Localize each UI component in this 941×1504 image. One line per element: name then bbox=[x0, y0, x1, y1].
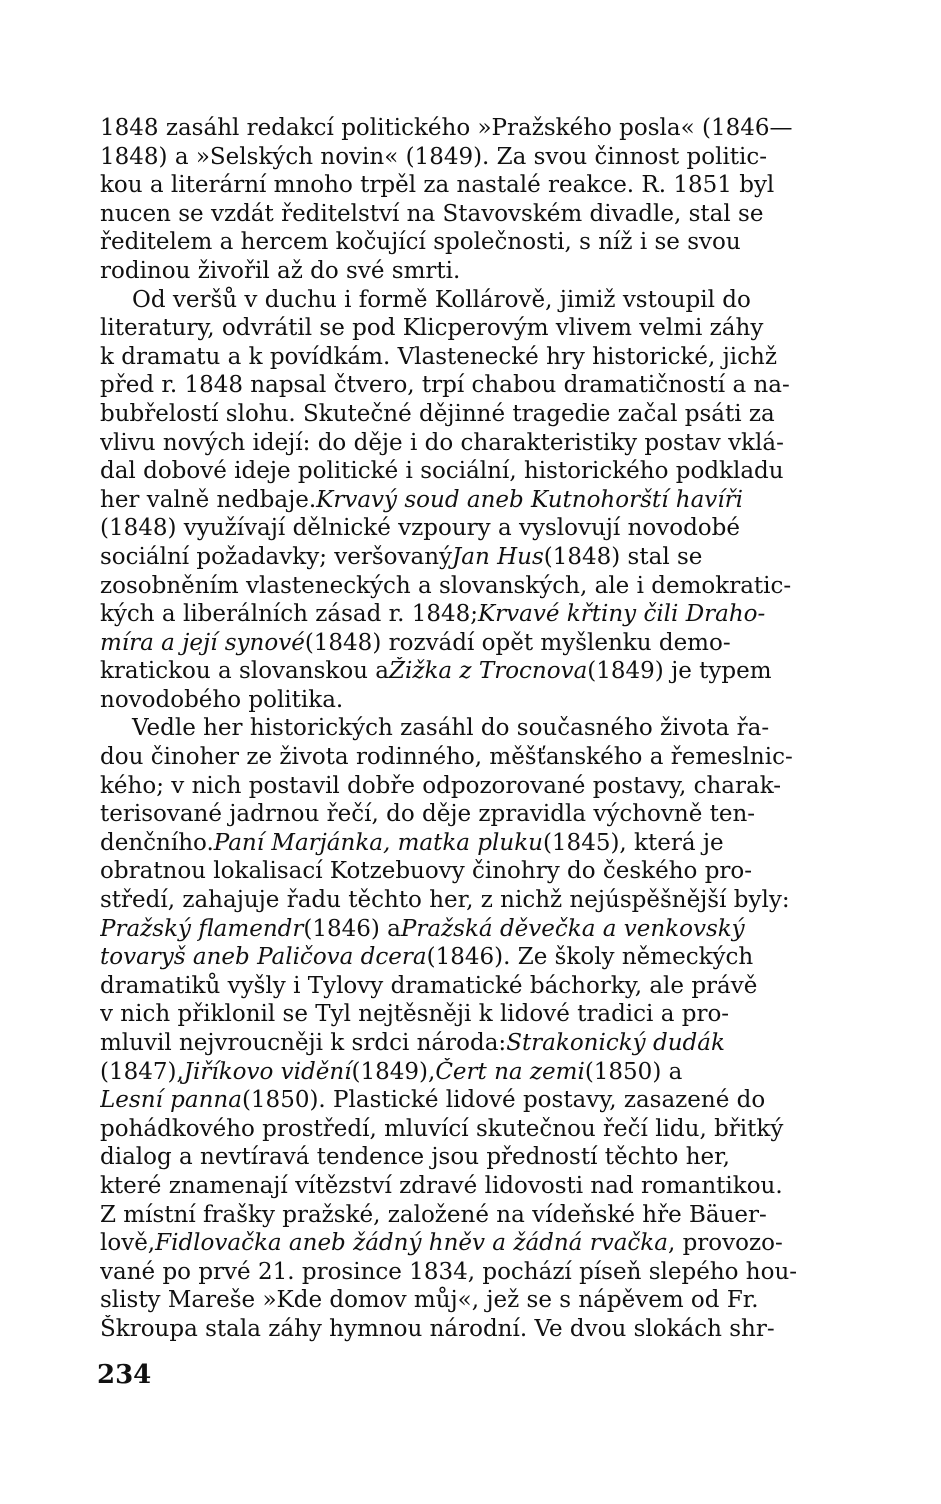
line-18-part-1: kých a liberálních zásad r. 1848; bbox=[100, 601, 478, 628]
text-line-30 bbox=[100, 943, 845, 972]
text-line-13 bbox=[100, 457, 845, 486]
line-20-part-3: (1849) je typem bbox=[587, 658, 772, 685]
line-26-part-1: denčního. bbox=[100, 829, 214, 856]
text-line-32 bbox=[100, 1000, 845, 1029]
line-16-part-3: (1848) stal se bbox=[543, 543, 703, 570]
line-16-italic-1: Jan Hus bbox=[452, 543, 544, 570]
line-30-italic-1: tovaryš aneb Paličova dcera bbox=[100, 944, 427, 971]
text-line-27 bbox=[100, 857, 845, 886]
text-line-42 bbox=[100, 1286, 845, 1315]
line-14-part-1: her valně nedbaje. bbox=[100, 486, 317, 513]
line-16-part-1: sociální požadavky; veršovaný bbox=[100, 543, 453, 570]
text-line-5 bbox=[100, 228, 845, 257]
text-line-37 bbox=[100, 1143, 845, 1172]
text-line-38 bbox=[100, 1172, 845, 1201]
text-line-41 bbox=[100, 1258, 845, 1287]
text-line-39 bbox=[100, 1201, 845, 1230]
line-29-italic-2: Pražská děvečka a venkovský bbox=[400, 915, 745, 942]
line-27-part-1: obratnou lokalisací Kotzebuovy činohry do českého pro- bbox=[100, 858, 753, 885]
line-1-part-1: 1848 zasáhl redakcí politického »Pražského posla« (1846— bbox=[100, 115, 793, 141]
text-line-35 bbox=[100, 1086, 845, 1115]
text-line-21 bbox=[100, 686, 845, 715]
text-line-7 bbox=[100, 286, 845, 315]
line-33-italic-1: Strakonický dudák bbox=[506, 1030, 725, 1056]
line-34-italic-1: Jiříkovo vidění bbox=[183, 1058, 352, 1085]
line-38-part-1: které znamenají vítězství zdravé lidovosti nad romantikou. bbox=[100, 1172, 783, 1199]
text-line-17 bbox=[100, 572, 845, 601]
line-34-part-5: (1850) a bbox=[584, 1058, 683, 1085]
line-29-italic-1: Pražský flamendr bbox=[100, 915, 304, 942]
line-24-part-1: kého; v nich postavil dobře odpozorované postavy, charak- bbox=[100, 772, 781, 799]
text-line-8 bbox=[100, 314, 845, 343]
line-4-part-1: nucen se vzdát ředitelství na Stavovském divadle, stal se bbox=[100, 200, 764, 227]
text-line-4 bbox=[100, 200, 845, 229]
text-line-22 bbox=[100, 714, 845, 743]
line-39-part-1: Z místní frašky pražské, založené na vídeňské hře Bäuer- bbox=[100, 1201, 767, 1228]
line-20-part-1: kratickou a slovanskou a bbox=[100, 658, 390, 685]
line-26-part-3: (1845), která je bbox=[542, 829, 724, 856]
line-34-part-1: (1847), bbox=[100, 1058, 184, 1085]
text-line-10 bbox=[100, 371, 845, 400]
line-2-part-1: 1848) a »Selských novin« (1849). Za svou činnost politic- bbox=[100, 143, 768, 170]
line-19-part-2: (1848) rozvádí opět myšlenku demo- bbox=[304, 629, 731, 656]
line-33-part-1: mluvil nejvroucněji k srdci národa: bbox=[100, 1030, 507, 1056]
line-32-part-1: v nich přiklonil se Tyl nejtěsněji k lidové tradici a pro- bbox=[100, 1001, 730, 1028]
text-line-20 bbox=[100, 657, 845, 686]
line-19-italic-1: míra a její synové bbox=[100, 629, 305, 656]
line-31-part-1: dramatiků vyšly i Tylovy dramatické báchorky, ale právě bbox=[100, 972, 758, 999]
text-line-23 bbox=[100, 743, 845, 772]
line-41-part-1: vané po prvé 21. prosince 1834, pochází píseň slepého hou- bbox=[100, 1258, 798, 1285]
line-11-part-1: bubřelostí slohu. Skutečné dějinné tragedie začal psáti za bbox=[100, 400, 775, 427]
line-12-part-1: vlivu nových idejí: do děje i do charakteristiky postav vklá- bbox=[100, 429, 784, 456]
line-8-part-1: literatury, odvrátil se pod Klicperovým vlivem velmi záhy bbox=[100, 315, 764, 342]
text-line-29 bbox=[100, 915, 845, 944]
text-line-34 bbox=[100, 1058, 845, 1087]
line-34-part-3: (1849), bbox=[351, 1058, 436, 1085]
line-5-part-1: ředitelem a hercem kočující společnosti, s níž i se svou bbox=[100, 229, 741, 256]
line-29-part-2: (1846) a bbox=[303, 915, 401, 942]
line-9-part-1: k dramatu a k povídkám. Vlastenecké hry historické, jichž bbox=[100, 343, 777, 370]
page-number: 234 bbox=[97, 1360, 152, 1390]
line-40-part-3: , provozo- bbox=[667, 1230, 783, 1257]
text-line-24 bbox=[100, 772, 845, 801]
text-line-12 bbox=[100, 429, 845, 458]
text-line-26 bbox=[100, 829, 845, 858]
text-line-28 bbox=[100, 886, 845, 915]
line-23-part-1: dou činoher ze života rodinného, měšťanského a řemeslnic- bbox=[100, 744, 793, 771]
text-line-9 bbox=[100, 343, 845, 372]
line-15-part-1: (1848) využívají dělnické vzpoury a vyslovují novodobé bbox=[100, 515, 740, 542]
line-34-italic-2: Čert na zemi bbox=[435, 1058, 585, 1085]
line-21-part-1: novodobého politika. bbox=[100, 686, 344, 713]
text-line-6 bbox=[100, 257, 845, 286]
line-40-italic-1: Fidlovačka aneb žádný hněv a žádná rvačka bbox=[155, 1230, 668, 1257]
line-28-part-1: středí, zahajuje řadu těchto her, z nichž nejúspěšnější byly: bbox=[100, 887, 790, 914]
line-22-part-1: Vedle her historických zasáhl do současného života řa- bbox=[132, 715, 770, 742]
text-line-16 bbox=[100, 543, 845, 572]
line-43-part-1: Škroupa stala záhy hymnou národní. Ve dvou slokách shr- bbox=[100, 1315, 775, 1342]
line-3-part-1: kou a literární mnoho trpěl za nastalé reakce. R. 1851 byl bbox=[100, 172, 775, 199]
text-line-43 bbox=[100, 1315, 845, 1344]
line-40-part-1: lově, bbox=[100, 1230, 156, 1257]
line-30-part-2: (1846). Ze školy německých bbox=[426, 944, 754, 971]
line-37-part-1: dialog a nevtíravá tendence jsou předností těchto her, bbox=[100, 1144, 730, 1171]
line-36-part-1: pohádkového prostředí, mluvící skutečnou řečí lidu, břitký bbox=[100, 1115, 784, 1142]
text-line-33 bbox=[100, 1029, 845, 1058]
line-7-part-1: Od veršů v duchu i formě Kollárově, jimiž vstoupil do bbox=[132, 286, 751, 313]
body-text bbox=[100, 114, 845, 1344]
text-line-40 bbox=[100, 1229, 845, 1258]
text-line-19 bbox=[100, 629, 845, 658]
line-25-part-1: terisované jadrnou řečí, do děje zpravidla výchovně ten- bbox=[100, 801, 756, 828]
line-6-part-1: rodinou živořil až do své smrti. bbox=[100, 257, 461, 284]
text-line-15 bbox=[100, 514, 845, 543]
text-line-18 bbox=[100, 600, 845, 629]
text-line-14 bbox=[100, 486, 845, 515]
text-line-2 bbox=[100, 143, 845, 172]
line-42-part-1: slisty Mareše »Kde domov můj«, jež se s nápěvem od Fr. bbox=[100, 1287, 759, 1314]
line-35-italic-1: Lesní panna bbox=[100, 1087, 242, 1114]
line-10-part-1: před r. 1848 napsal čtvero, trpí chabou dramatičností a na- bbox=[100, 372, 790, 399]
line-17-part-1: zosobněním vlasteneckých a slovanských, ale i demokratic- bbox=[100, 572, 792, 599]
text-line-3 bbox=[100, 171, 845, 200]
text-line-11 bbox=[100, 400, 845, 429]
line-20-italic-1: Žižka z Trocnova bbox=[389, 658, 588, 685]
line-14-italic-1: Krvavý soud aneb Kutnohorští havíři bbox=[316, 486, 744, 513]
line-26-italic-1: Paní Marjánka, matka pluku bbox=[213, 829, 543, 856]
line-35-part-2: (1850). Plastické lidové postavy, zasazené do bbox=[241, 1087, 766, 1114]
text-line-31 bbox=[100, 972, 845, 1001]
line-18-italic-1: Krvavé křtiny čili Draho- bbox=[478, 601, 766, 628]
text-line-1 bbox=[100, 114, 845, 143]
line-13-part-1: dal dobové ideje politické i sociální, historického podkladu bbox=[100, 458, 784, 485]
text-line-36 bbox=[100, 1115, 845, 1144]
text-line-25 bbox=[100, 800, 845, 829]
